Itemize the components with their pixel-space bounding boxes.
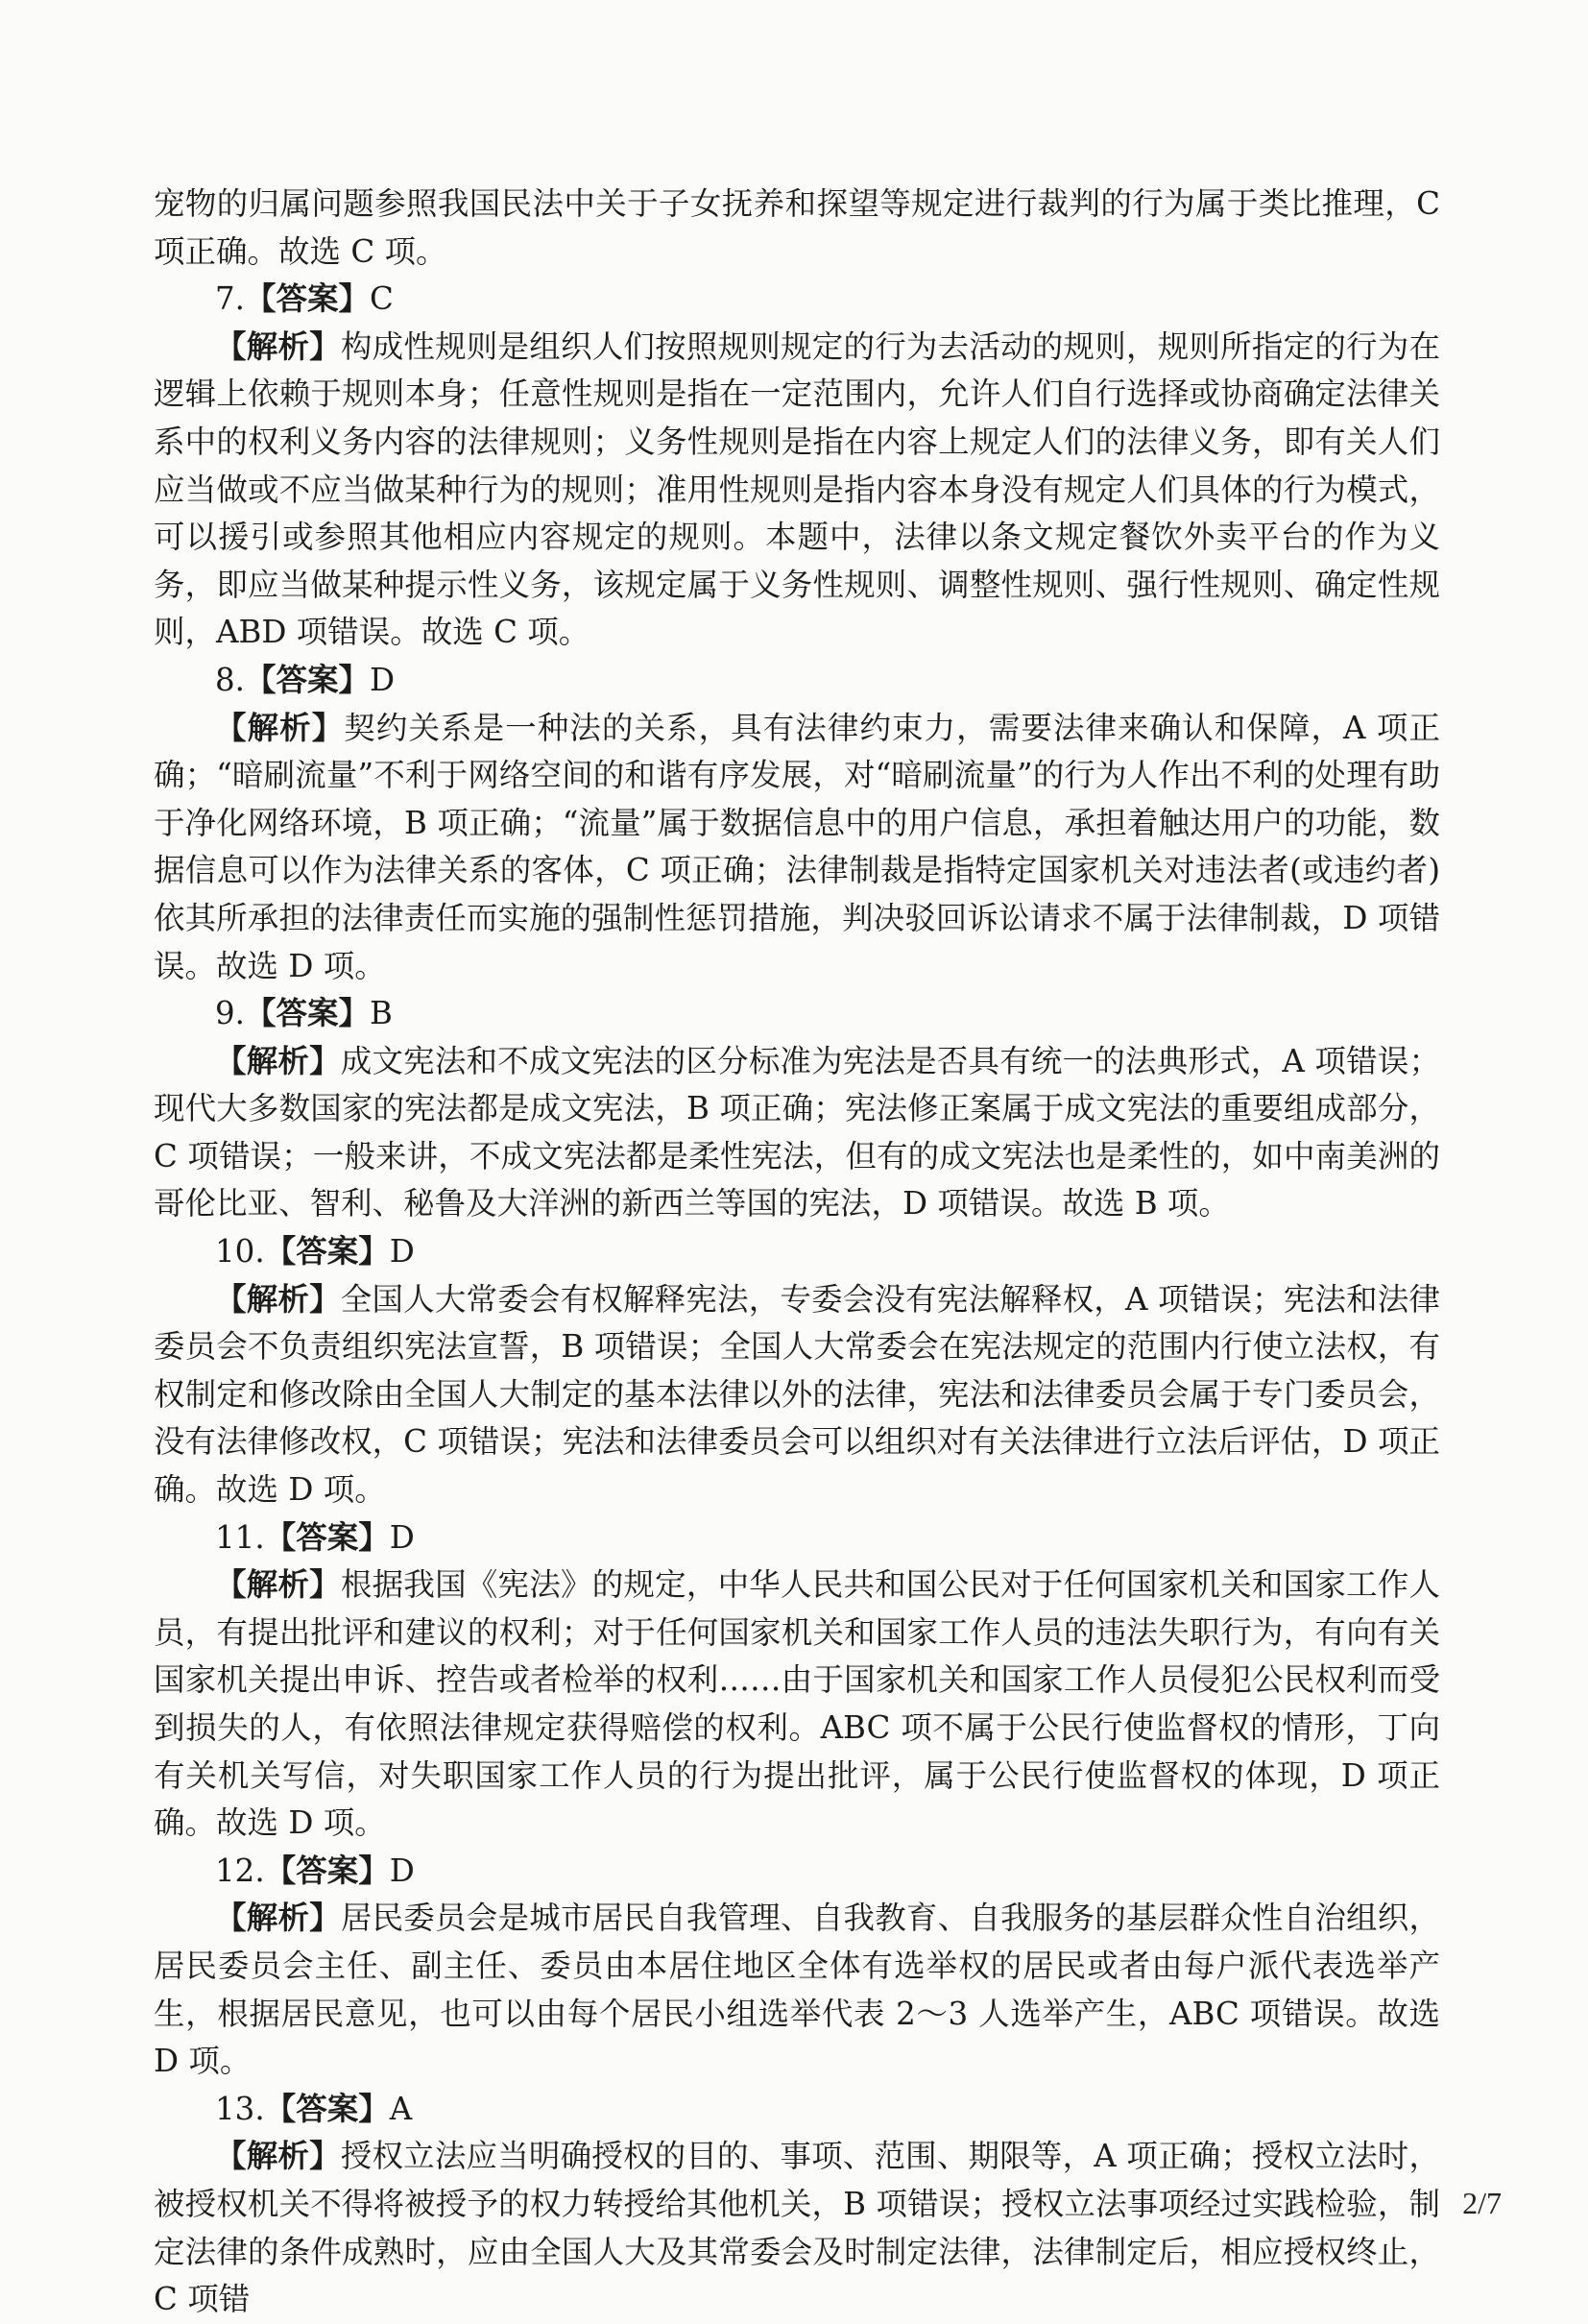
analysis-label: 【解析】	[215, 1280, 341, 1318]
answer-value: B	[370, 995, 393, 1032]
analysis-paragraph-13	[154, 2133, 1440, 2323]
question-number: 11.	[215, 1518, 265, 1556]
answer-line-13	[154, 2086, 1440, 2134]
answer-value: D	[389, 1233, 415, 1271]
analysis-text: 根据我国《宪法》的规定，中华人民共和国公民对于任何国家机关和国家工作人员，有提出批评和建议的权利；对于任何国家机关和国家工作人员的违法失职行为，有向有关国家机关提出申诉、控告或者检举的权利……由于国家机关和国家工作人员侵犯公民权利而受到损失的人，有依照法律规定获得赔偿的权利。ABC 项不属于公民行使监督权的情形，丁向有关机关写信，对失职国家工作人员的行为提出批评，属于公民行使监督权的体现，D 项正确。故选 D 项。	[154, 1566, 1440, 1842]
analysis-paragraph-12	[154, 1895, 1440, 2085]
intro-paragraph: 宠物的归属问题参照我国民法中关于子女抚养和探望等规定进行裁判的行为属于类比推理，C 项正确。故选 C 项。	[154, 185, 1440, 270]
answer-line-12	[154, 1848, 1440, 1896]
analysis-label: 【解析】	[215, 327, 341, 365]
analysis-paragraph-7	[154, 324, 1440, 657]
analysis-label: 【解析】	[215, 1042, 341, 1079]
page-number: 2/7	[1462, 2186, 1502, 2220]
question-number: 13.	[215, 2090, 265, 2127]
answer-label: 【答案】	[245, 995, 371, 1032]
analysis-text: 居民委员会是城市居民自我管理、自我教育、自我服务的基层群众性自治组织，居民委员会主任、副主任、委员由本居住地区全体有选举权的居民或者由每户派代表选举产生，根据居民意见，也可以由每个居民小组选举代表 2～3 人选举产生，ABC 项错误。故选 D 项。	[154, 1900, 1440, 2080]
document-body	[154, 181, 1440, 2324]
answer-label: 【答案】	[264, 2090, 390, 2127]
analysis-text: 契约关系是一种法的关系，具有法律约束力，需要法律来确认和保障，A 项正确；“暗刷流量”不利于网络空间的和谐有序发展，对“暗刷流量”的行为人作出不利的处理有助于净化网络环境，B 项正确；“流量”属于数据信息中的用户信息，承担着触达用户的功能，数据信息可以作为法律关系的客体，C 项正确；法律制裁是指特定国家机关对违法者(或违约者)依其所承担的法律责任而实施的强制性惩罚措施，判决驳回诉讼请求不属于法律制裁，D 项错误。故选 D 项。	[154, 709, 1440, 984]
analysis-text: 成文宪法和不成文宪法的区分标准为宪法是否具有统一的法典形式，A 项错误；现代大多数国家的宪法都是成文宪法，B 项正确；宪法修正案属于成文宪法的重要组成部分，C 项错误；一般来讲，不成文宪法都是柔性宪法，但有的成文宪法也是柔性的，如中南美洲的哥伦比亚、智利、秘鲁及大洋洲的新西兰等国的宪法，D 项错误。故选 B 项。	[154, 1042, 1440, 1223]
answer-value: A	[389, 2090, 413, 2127]
answer-label: 【答案】	[264, 1518, 390, 1556]
analysis-paragraph-8	[154, 705, 1440, 991]
question-number: 7.	[215, 280, 246, 318]
analysis-paragraph-10	[154, 1276, 1440, 1514]
answer-line-9	[154, 990, 1440, 1038]
answer-value: D	[370, 661, 396, 698]
answer-label: 【答案】	[245, 280, 371, 318]
question-number: 12.	[215, 1852, 265, 1889]
question-number: 9.	[215, 995, 246, 1032]
question-number: 10.	[215, 1233, 265, 1271]
answer-line-10	[154, 1228, 1440, 1276]
answer-value: D	[389, 1852, 415, 1889]
analysis-text: 构成性规则是组织人们按照规则规定的行为去活动的规则，规则所指定的行为在逻辑上依赖于规则本身；任意性规则是指在一定范围内，允许人们自行选择或协商确定法律关系中的权利义务内容的法律规则；义务性规则是指在内容上规定人们的法律义务，即有关人们应当做或不应当做某种行为的规则；准用性规则是指内容本身没有规定人们具体的行为模式，可以援引或参照其他相应内容规定的规则。本题中，法律以条文规定餐饮外卖平台的作为义务，即应当做某种提示性义务，该规定属于义务性规则、调整性规则、强行性规则、确定性规则，ABD 项错误。故选 C 项。	[154, 327, 1440, 651]
answer-label: 【答案】	[245, 661, 371, 698]
answer-value: C	[370, 280, 394, 318]
question-number: 8.	[215, 661, 246, 698]
answer-label: 【答案】	[264, 1852, 390, 1889]
analysis-text: 授权立法应当明确授权的目的、事项、范围、期限等，A 项正确；授权立法时，被授权机关不得将被授予的权力转授给其他机关，B 项错误；授权立法事项经过实践检验，制定法律的条件成熟时，应由全国人大及其常委会及时制定法律，法律制定后，相应授权终止，C 项错	[154, 2138, 1440, 2318]
analysis-text: 全国人大常委会有权解释宪法，专委会没有宪法解释权，A 项错误；宪法和法律委员会不负责组织宪法宣誓，B 项错误；全国人大常委会在宪法规定的范围内行使立法权，有权制定和修改除由全国人大制定的基本法律以外的法律，宪法和法律委员会属于专门委员会，没有法律修改权，C 项错误；宪法和法律委员会可以组织对有关法律进行立法后评估，D 项正确。故选 D 项。	[154, 1280, 1440, 1509]
analysis-paragraph-11	[154, 1561, 1440, 1848]
answer-line-8	[154, 657, 1440, 705]
answer-value: D	[389, 1518, 415, 1556]
answer-line-7	[154, 276, 1440, 324]
analysis-label: 【解析】	[215, 709, 345, 746]
answer-label: 【答案】	[264, 1233, 390, 1271]
answer-line-11	[154, 1514, 1440, 1562]
analysis-label: 【解析】	[215, 1900, 341, 1937]
analysis-label: 【解析】	[215, 1566, 341, 1604]
analysis-label: 【解析】	[215, 2138, 341, 2175]
analysis-paragraph-9	[154, 1038, 1440, 1228]
